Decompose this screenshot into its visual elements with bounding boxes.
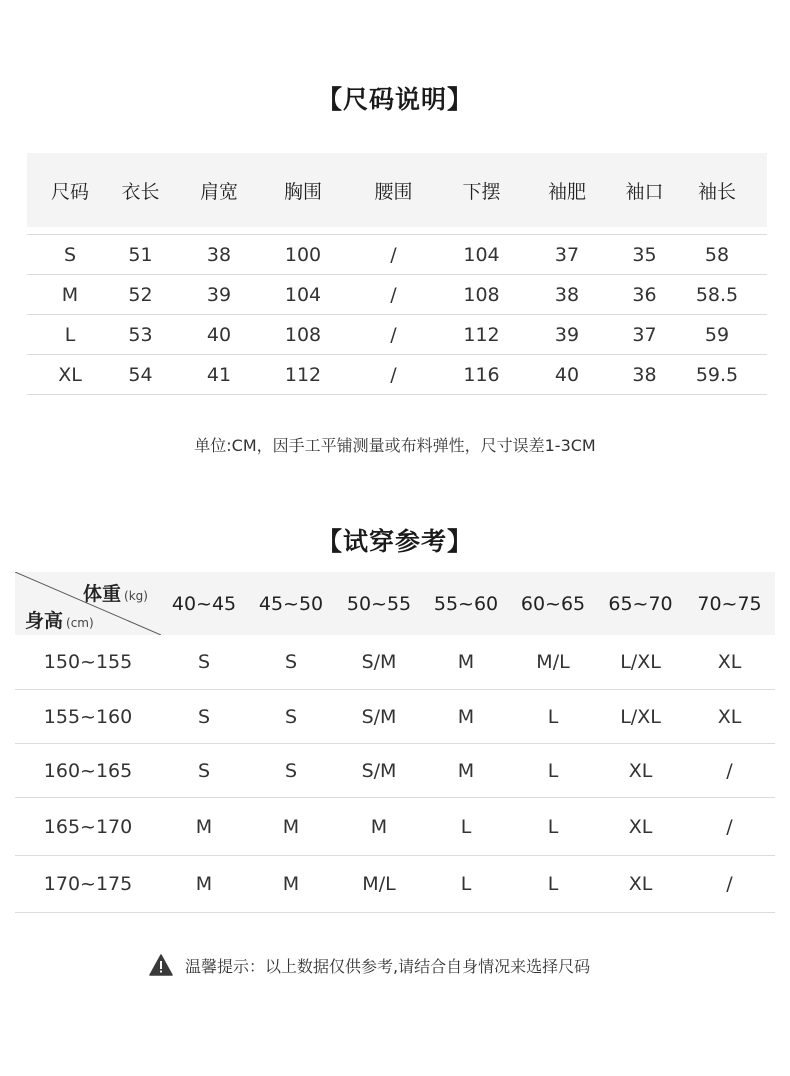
size-cell: 36 [632,283,657,306]
size-header-sleeve-length: 袖长 [697,180,736,203]
fit-cell: / [726,873,733,895]
size-cell: 112 [284,363,322,386]
fit-cell: S/M [361,705,397,728]
fit-cell: S [284,759,298,782]
size-table-divider [27,227,767,235]
size-cell: L [64,323,76,346]
size-row [27,315,767,355]
fit-cell: XL [717,651,742,673]
height-range: 150~155 [43,651,133,673]
weight-header: 体重 (kg) [83,583,148,605]
height-range: 160~165 [43,759,133,782]
fit-cell: XL [628,815,653,838]
height-header: 身高 (cm) [25,610,94,632]
fit-cell: S/M [361,651,397,673]
fit-cell: M/L [536,651,570,673]
size-cell: 38 [206,243,232,266]
fit-cell: L [547,705,559,728]
weight-range: 40~45 [171,592,237,615]
fit-section-title: 【试穿参考】 [316,527,473,556]
size-row [27,355,767,395]
measurement-note: 单位:CM，因手工平铺测量或布料弹性，尺寸误差1-3CM [194,436,596,455]
fit-cell: S [284,651,298,673]
size-cell: 35 [632,243,657,266]
tip-text: 温馨提示：以上数据仅供参考,请结合自身情况来选择尺码 [185,956,591,976]
weight-range: 50~55 [346,592,412,615]
size-cell: 40 [554,363,580,386]
size-cell: 52 [128,283,153,306]
height-range: 155~160 [43,705,133,728]
fit-corner-cell [15,572,161,635]
fit-cell: XL [717,705,742,728]
fit-cell: M [457,759,475,782]
size-cell: 39 [554,323,580,346]
size-row [27,275,767,315]
size-cell: 108 [284,323,322,346]
weight-range: 65~70 [608,592,673,615]
fit-cell: M [457,705,475,728]
size-cell: M [61,283,79,306]
fit-cell: L/XL [620,705,661,728]
weight-range: 60~65 [520,592,586,615]
size-cell: 59.5 [695,363,739,386]
size-cell: 59 [704,323,730,346]
size-cell: 37 [554,243,580,266]
size-cell: 108 [463,283,500,306]
fit-row [15,798,775,856]
size-header-waist: 腰围 [374,180,413,203]
size-header-hem: 下摆 [462,180,501,203]
fit-cell: / [726,759,733,782]
fit-row [15,635,775,690]
size-cell: / [390,323,397,346]
size-cell: 53 [128,323,153,346]
size-cell: 37 [632,323,657,346]
fit-cell: M [195,815,213,838]
fit-cell: L [547,815,559,838]
fit-cell: / [726,815,733,838]
size-cell: / [390,363,397,386]
fit-table-header [15,572,775,635]
fit-cell: M [282,815,300,838]
size-cell: 39 [206,283,232,306]
fit-table [15,572,775,913]
size-header-length: 衣长 [121,180,160,203]
fit-cell: S [284,705,298,728]
fit-cell: M/L [362,873,396,895]
size-cell: 100 [284,243,322,266]
size-cell: 41 [206,363,232,386]
size-cell: 116 [463,363,500,386]
fit-cell: S/M [361,759,397,782]
size-header-sleeve-width: 袖肥 [547,180,586,203]
fit-cell: S [197,705,211,728]
size-cell: 112 [463,323,500,346]
fit-cell: L [460,873,472,895]
size-header-chest: 胸围 [283,180,322,203]
weight-range: 45~50 [258,592,324,615]
fit-cell: L/XL [620,651,661,673]
height-range: 170~175 [43,873,133,895]
size-section-title: 【尺码说明】 [316,85,473,114]
size-cell: 51 [128,243,153,266]
size-cell: 54 [128,363,153,386]
fit-cell: S [197,759,211,782]
size-cell: 38 [632,363,657,386]
fit-cell: M [370,815,388,838]
fit-row [15,744,775,798]
weight-range: 55~60 [433,592,499,615]
fit-cell: L [460,815,472,838]
size-row [27,235,767,275]
size-cell: / [390,283,397,306]
fit-cell: M [195,873,213,895]
fit-row [15,690,775,744]
size-cell: 104 [463,243,500,266]
size-header-size: 尺码 [50,180,89,203]
size-cell: 58.5 [695,283,739,306]
fit-cell: L [547,759,559,782]
fit-cell: XL [628,873,653,895]
fit-cell: XL [628,759,653,782]
size-cell: 38 [554,283,580,306]
size-cell: / [390,243,397,266]
size-table [27,153,767,395]
size-cell: 40 [206,323,232,346]
size-header-shoulder: 肩宽 [199,180,238,203]
fit-cell: L [547,873,559,895]
warning-icon [149,954,173,976]
size-cell: 104 [284,283,322,306]
size-table-header [27,153,767,227]
size-header-cuff: 袖口 [625,180,664,203]
fit-cell: M [282,873,300,895]
fit-cell: M [457,651,475,673]
size-cell: 58 [704,243,730,266]
size-cell: S [63,243,77,266]
fit-row [15,856,775,913]
fit-cell: S [197,651,211,673]
tip-banner [149,952,590,978]
weight-range: 70~75 [697,592,762,615]
height-range: 165~170 [43,815,133,838]
size-cell: XL [58,363,82,386]
